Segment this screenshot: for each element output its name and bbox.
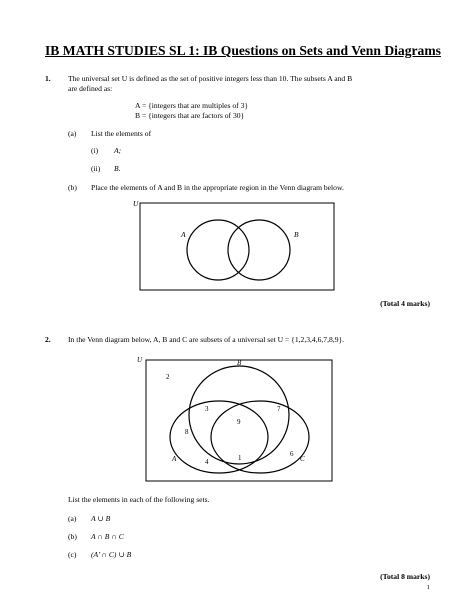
q1-set-b-definition: B = {integers that are factors of 30}: [135, 111, 245, 120]
q2-instruction: List the elements in each of the following sets.: [68, 495, 210, 504]
q2-set-a-circle: [170, 401, 268, 473]
q2-universal-label: U: [137, 356, 143, 364]
q2-set-c-circle: [211, 401, 309, 473]
q2-part-c-expression: (A’ ∩ C) ∪ B: [91, 550, 132, 559]
page-number: 1: [426, 584, 430, 591]
q2-part-c-label: (c): [68, 550, 77, 559]
q2-element: 3: [205, 405, 209, 413]
q2-set-b-circle: [189, 366, 289, 464]
q2-intro: In the Venn diagram below, A, B and C are subsets of a universal set U = {1,2,3,4,6,7,8,9}.: [68, 335, 345, 344]
q2-part-a-expression: A ∪ B: [91, 514, 111, 523]
q2-element: 2: [166, 373, 170, 381]
q1-part-a-ii-text: B.: [114, 164, 121, 173]
q2-set-a-label: A: [172, 455, 177, 463]
q2-element: 4: [205, 458, 209, 466]
q1-part-a-label: (a): [68, 129, 77, 138]
q2-element: 9: [237, 418, 241, 426]
q2-element: 1: [238, 454, 242, 462]
q2-part-b-label: (b): [68, 532, 77, 541]
q1-set-a-label: A: [181, 230, 186, 239]
q2-element: 8: [185, 428, 189, 436]
q1-part-b-label: (b): [68, 183, 77, 192]
q1-set-a-definition: A = {integers that are multiples of 3}: [135, 101, 249, 110]
q1-number: 1.: [45, 74, 51, 83]
q2-part-a-label: (a): [68, 514, 77, 523]
q1-universal-label: U: [133, 199, 139, 208]
q1-part-b-text: Place the elements of A and B in the appropriate region in the Venn diagram below.: [91, 183, 344, 192]
q1-intro-line1: The universal set U is defined as the set of positive integers less than 10. The subsets A and B: [68, 74, 353, 83]
q2-set-c-label: C: [300, 455, 305, 463]
q2-number: 2.: [45, 335, 51, 344]
q1-part-a-i-text: A;: [114, 146, 122, 155]
q1-set-b-label: B: [294, 230, 299, 239]
q2-set-b-label: B: [237, 359, 242, 367]
q1-part-a-i-label: (i): [91, 146, 99, 155]
q1-intro-line2: are defined as:: [68, 84, 113, 93]
q2-part-b-expression: A ∩ B ∩ C: [91, 532, 124, 541]
q1-part-a-text: List the elements of: [91, 129, 152, 138]
q2-element: 6: [290, 450, 294, 458]
page-title: IB MATH STUDIES SL 1: IB Questions on Sets and Venn Diagrams: [45, 43, 441, 58]
q1-total-marks: (Total 4 marks): [380, 299, 430, 308]
q1-part-a-ii-label: (ii): [91, 164, 101, 173]
q2-total-marks: (Total 8 marks): [380, 572, 430, 581]
q2-element: 7: [277, 405, 281, 413]
